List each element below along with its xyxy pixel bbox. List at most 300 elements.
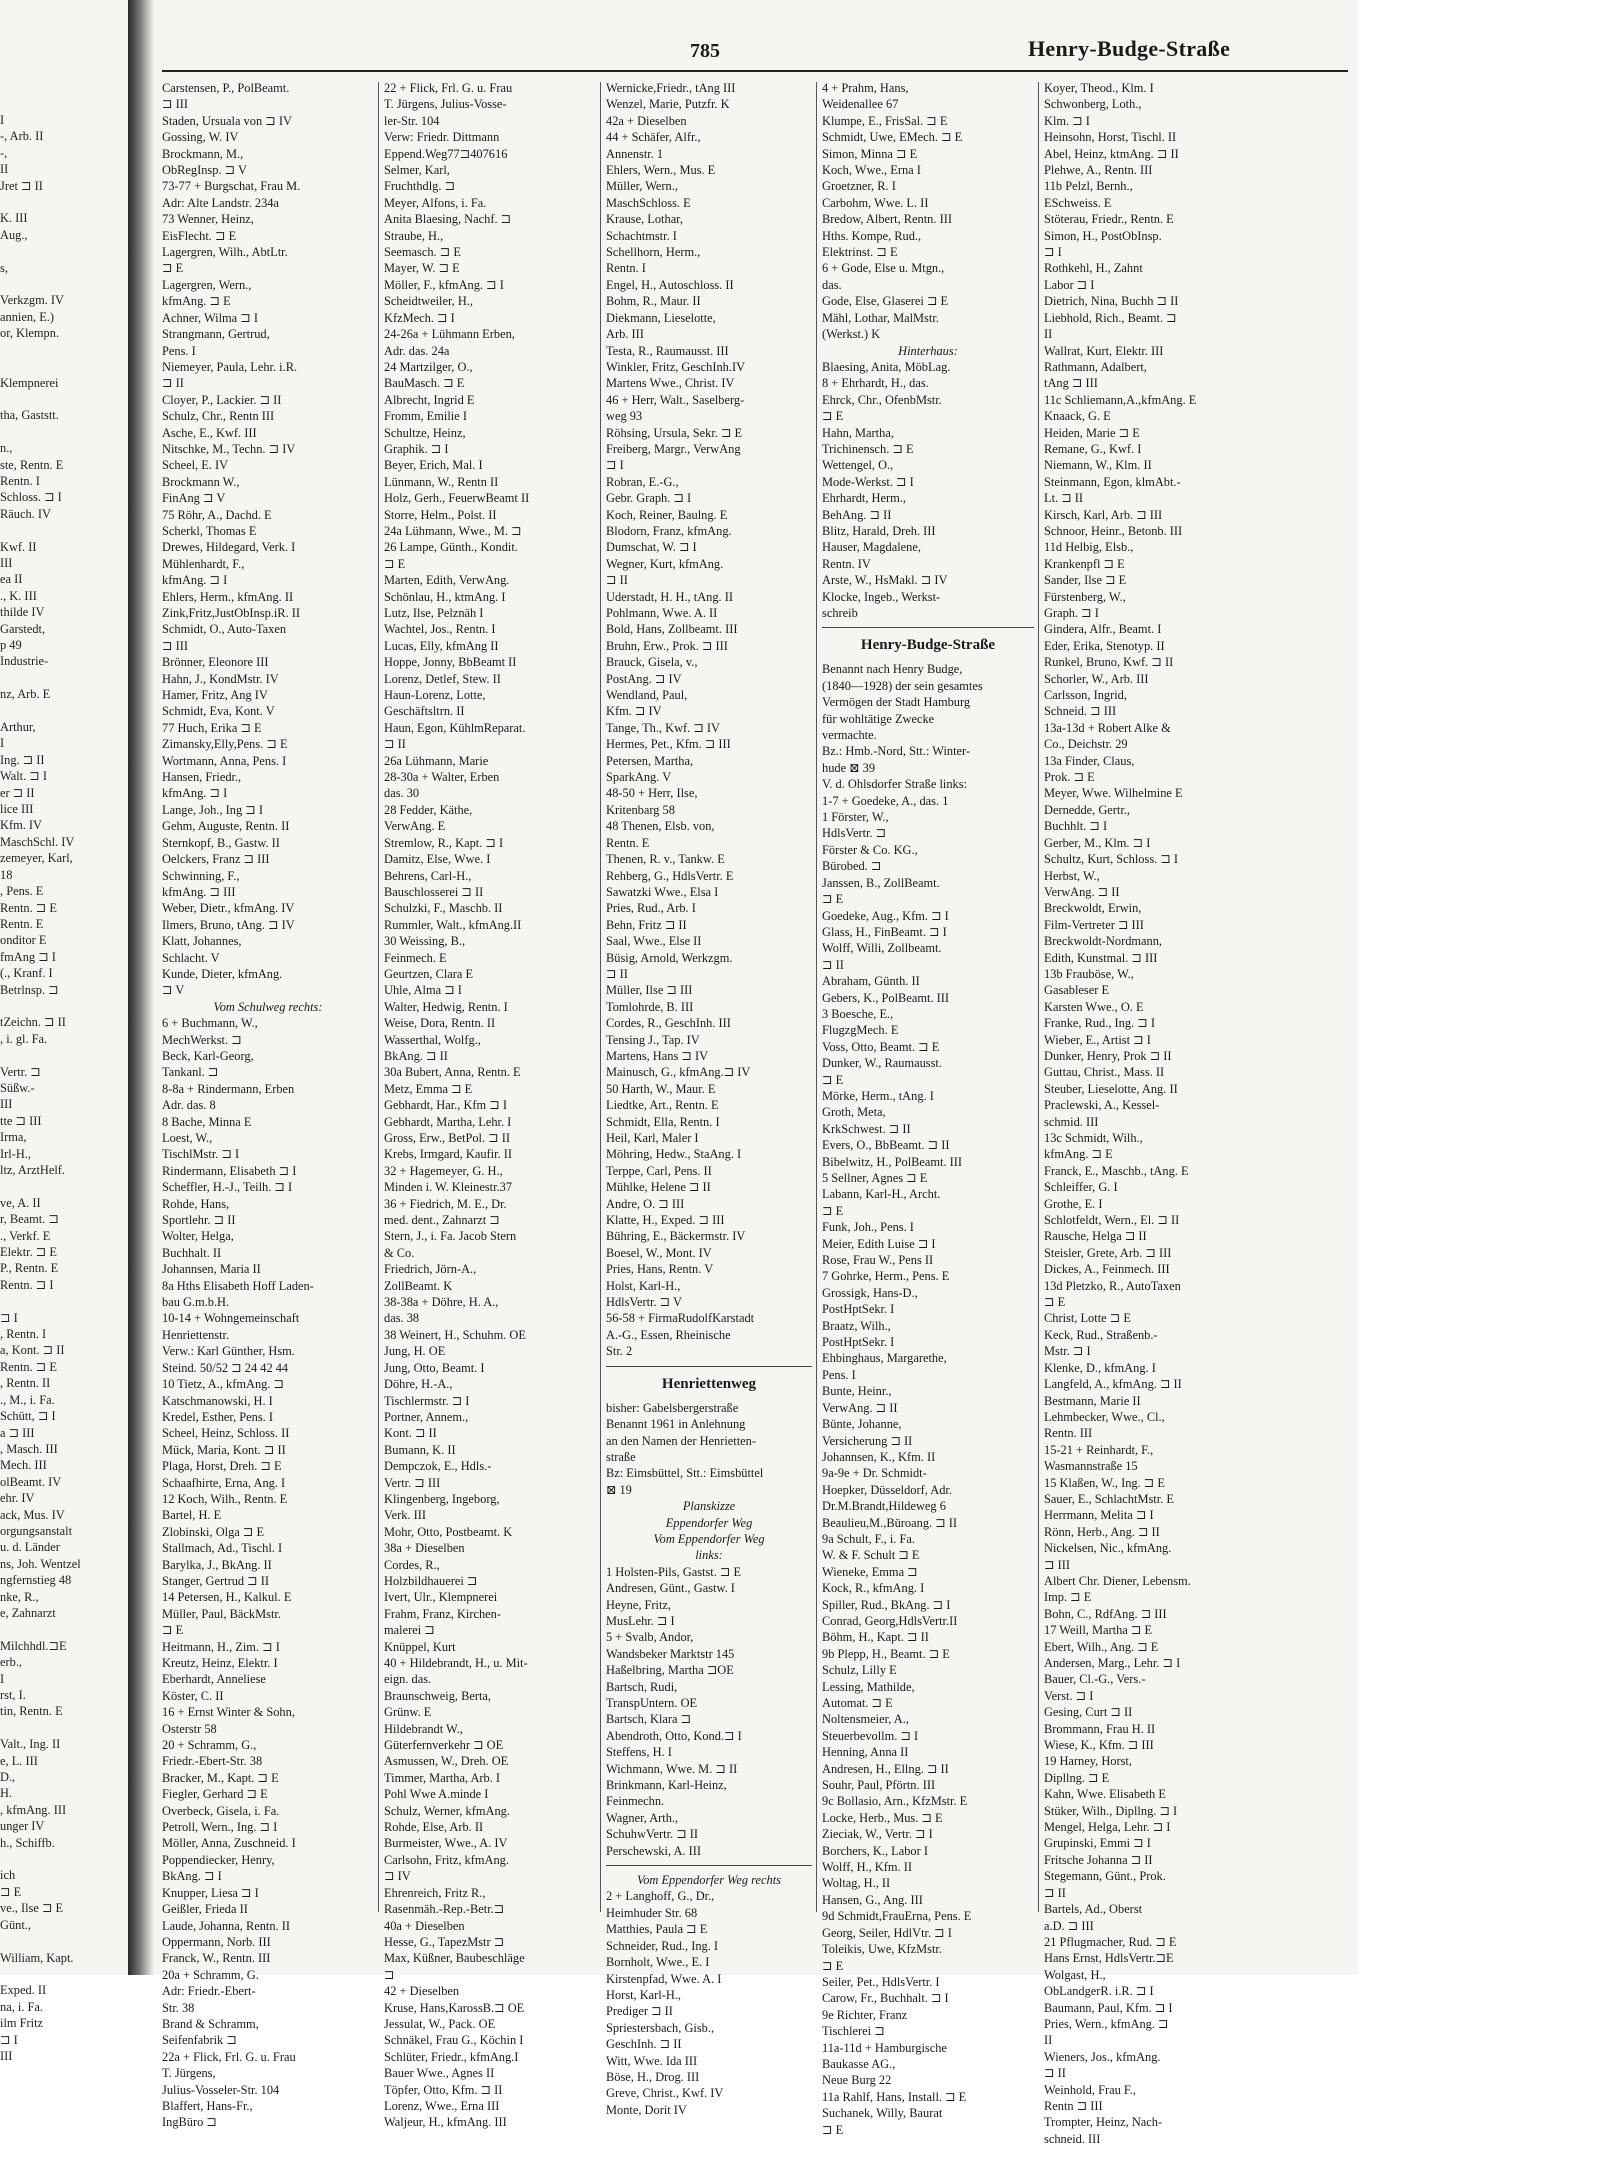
directory-entry: Ehbinghaus, Margarethe, (822, 1351, 947, 1366)
directory-entry: Gebhardt, Har., Kfm ⊐ I (384, 1098, 507, 1113)
directory-entry: 5 + Svalb, Andor, (606, 1630, 694, 1645)
directory-entry: Schneid. ⊐ III (1044, 704, 1117, 719)
directory-entry: 75 Röhr, A., Dachd. E (162, 507, 272, 522)
directory-entry: SchuhwVertr. ⊐ II (606, 1827, 699, 1842)
fragment-line: P., Rentn. E (0, 1261, 59, 1276)
directory-entry: Adr. das. 24a (384, 343, 450, 358)
directory-entry: MaschSchloss. E (606, 195, 691, 210)
directory-entry: 73 Wenner, Heinz, (162, 212, 254, 227)
directory-entry: Schneider, Rud., Ing. I (606, 1938, 719, 1953)
fragment-line (0, 1966, 128, 1982)
directory-entry: Weidenallee 67 (822, 97, 899, 112)
directory-entry: Pens. I (822, 1367, 856, 1382)
directory-entry: Carlsohn, Fritz, kfmAng. (384, 1852, 509, 1867)
fragment-line (0, 342, 128, 358)
directory-entry: ⊐ (384, 1967, 395, 1982)
directory-entry: Vermögen der Stadt Hamburg (822, 695, 971, 710)
directory-entry: ⊐ E (822, 1072, 844, 1087)
directory-entry: Kfm. ⊐ IV (606, 704, 662, 719)
directory-entry: ⊐ IV (384, 1869, 411, 1884)
fragment-line: I (0, 1671, 5, 1686)
fragment-line: Rentn. ⊐ E (0, 1359, 57, 1374)
directory-entry: Gebhardt, Martha, Lehr. I (384, 1114, 512, 1129)
directory-entry: BkAng. ⊐ I (162, 1869, 222, 1884)
directory-entry: Hans Ernst, HdlsVertr.⊐E (1044, 1951, 1174, 1966)
directory-entry: Pohl Wwe A.minde I (384, 1787, 489, 1802)
fragment-line: ngfernstieg 48 (0, 1573, 72, 1588)
directory-entry: Böhm, H., Kapt. ⊐ II (822, 1630, 929, 1645)
directory-entry: Bartels, Ad., Oberst (1044, 1902, 1143, 1917)
directory-entry: Horst, Karl-H., (606, 1987, 682, 2002)
directory-entry: ⊐ III (1044, 1557, 1070, 1572)
directory-entry: 17 Weill, Martha ⊐ E (1044, 1623, 1153, 1638)
directory-entry: ObRegInsp. ⊐ V (162, 163, 247, 178)
directory-entry: Mengel, Helga, Lehr. ⊐ I (1044, 1820, 1171, 1835)
directory-entry: ⊐ E (162, 1623, 184, 1638)
directory-entry: Heyne, Fritz, (606, 1597, 672, 1612)
fragment-line (0, 1933, 128, 1949)
directory-entry: Franck, E., Maschb., tAng. E (1044, 1163, 1189, 1178)
directory-entry: Möller, F., kfmAng. ⊐ I (384, 277, 504, 292)
directory-entry: Schmidt, Uwe, EMech. ⊐ E (822, 130, 963, 145)
directory-entry: 73-77 + Burgschat, Frau M. (162, 179, 301, 194)
directory-entry: Braunschweig, Berta, (384, 1688, 492, 1703)
fragment-line: nke, R., (0, 1589, 39, 1604)
directory-entry: Gindera, Alfr., Beamt. I (1044, 622, 1162, 637)
directory-entry: Beaulieu,M.,Büroang. ⊐ II (822, 1515, 958, 1530)
fragment-line: Betrlnsp. ⊐ (0, 982, 59, 997)
directory-entry: Steisler, Grete, Arb. ⊐ III (1044, 1245, 1172, 1260)
directory-entry: Güterfernverkehr ⊐ OE (384, 1738, 504, 1753)
directory-entry: V. d. Ohlsdorfer Straße links: (822, 777, 968, 792)
directory-entry: ⊐ II (1044, 1885, 1066, 1900)
fragment-line: Valt., Ing. II (0, 1737, 61, 1752)
directory-entry: Thenen, R. v., Tankw. E (606, 852, 725, 867)
directory-entry: Haun, Egon, KühlmReparat. (384, 720, 526, 735)
directory-entry: Bredow, Albert, Rentn. III (822, 212, 952, 227)
directory-entry: Holzbildhauerei ⊐ (384, 1573, 478, 1588)
directory-entry: Mähl, Lothar, MalMstr. (822, 310, 939, 325)
directory-entry: Film-Vertreter ⊐ III (1044, 917, 1144, 932)
fragment-line: Exped. II (0, 1983, 47, 1998)
fragment-line: Süßw.- (0, 1080, 35, 1095)
fragment-line: -, Arb. II (0, 129, 44, 144)
directory-entry: 2 + Langhoff, G., Dr., (606, 1889, 715, 1904)
directory-entry: Ehlers, Wern., Mus. E (606, 163, 716, 178)
fragment-line: n., (0, 441, 13, 456)
directory-entry: Hths. Kompe, Rud., (822, 228, 922, 243)
directory-entry: Stern, J., i. Fa. Jacob Stern (384, 1229, 517, 1244)
directory-entry: VerwAng. ⊐ II (1044, 884, 1120, 899)
directory-entry: Poppendiecker, Henry, (162, 1852, 275, 1867)
directory-entry: Mayer, W. ⊐ E (384, 261, 460, 276)
fragment-line: Irl-H., (0, 1146, 31, 1161)
fragment-line: , kfmAng. III (0, 1802, 67, 1817)
directory-entry: Krankenpfl ⊐ E (1044, 556, 1125, 571)
directory-entry: 13c Schmidt, Wilh., (1044, 1131, 1143, 1145)
directory-entry: Stegemann, Günt., Prok. (1044, 1869, 1166, 1884)
directory-entry: Klocke, Ingeb., Werkst- (822, 589, 941, 604)
directory-entry: Wolff, Willi, Zollbeamt. (822, 941, 942, 956)
directory-entry: II (1044, 327, 1053, 342)
directory-entry: Rentn ⊐ III (1044, 2098, 1103, 2113)
fragment-line: ⊐ E (0, 1884, 22, 1899)
directory-entry: Gasableser E (1044, 983, 1110, 998)
directory-entry: Steuerbevollm. ⊐ I (822, 1728, 919, 1743)
fragment-line: Verkzgm. IV (0, 293, 64, 308)
directory-entry: Plehwe, A., Rentn. III (1044, 163, 1153, 178)
directory-entry: Johannsen, Maria II (162, 1262, 261, 1277)
directory-entry: Breckwoldt-Nordmann, (1044, 934, 1163, 949)
directory-entry: Christ, Lotte ⊐ E (1044, 1311, 1131, 1326)
directory-entry: ⊐ E (384, 556, 406, 571)
directory-entry: Blodorn, Franz, kfmAng. (606, 523, 732, 538)
directory-entry: ⊐ III (162, 638, 188, 653)
fragment-line: ea II (0, 572, 23, 587)
fragment-line: ack, Mus. IV (0, 1507, 65, 1522)
directory-entry: Henning, Anna II (822, 1745, 909, 1760)
directory-entry: Haun-Lorenz, Lotte, (384, 688, 486, 703)
directory-entry: Dipllng. ⊐ E (1044, 1770, 1110, 1785)
directory-entry: Schulz, Chr., Rentn III (162, 409, 275, 424)
running-head: Henry-Budge-Straße (1028, 36, 1231, 61)
directory-entry: Burmeister, Wwe., A. IV (384, 1836, 508, 1851)
directory-entry: Bühring, E., Bäckermstr. IV (606, 1229, 746, 1244)
directory-entry: Pens. I (162, 343, 196, 358)
fragment-line (0, 1851, 128, 1867)
directory-entry: W. & F. Schult ⊐ E (822, 1548, 920, 1563)
directory-entry: Schlacht. V (162, 950, 220, 965)
directory-entry: Uderstadt, H. H., tAng. II (606, 589, 733, 604)
directory-entry: Lt. ⊐ II (1044, 491, 1084, 506)
fragment-line: , i. gl. Fa. (0, 1031, 48, 1046)
directory-entry: Voss, Otto, Beamt. ⊐ E (822, 1039, 940, 1054)
directory-entry: Beyer, Erich, Mal. I (384, 458, 483, 473)
directory-entry: Heinsohn, Horst, Tischl. II (1044, 130, 1177, 145)
directory-entry: Brand & Schramm, (162, 2016, 259, 2031)
directory-entry: KfzMech. ⊐ I (384, 310, 455, 325)
directory-entry: Loest, W., (162, 1131, 213, 1145)
directory-entry: Wolgast, H., (1044, 1967, 1106, 1982)
directory-entry: Wasmannstraße 15 (1044, 1459, 1138, 1474)
directory-entry: Fürstenberg, W., (1044, 589, 1126, 604)
fragment-line: p 49 (0, 638, 22, 652)
fragment-line: , Pens. E (0, 884, 44, 899)
directory-entry: Haßelbring, Martha ⊐OE (606, 1663, 734, 1678)
directory-entry: Sauer, E., SchlachtMstr. E (1044, 1491, 1174, 1506)
directory-entry: Borchers, K., Labor I (822, 1843, 928, 1858)
directory-entry: weg 93 (606, 409, 643, 424)
directory-entry: 28-30a + Walter, Erben (384, 770, 500, 785)
directory-entry: 6 + Gode, Else u. Mtgn., (822, 261, 945, 276)
fragment-line: ⊐ I (0, 2032, 18, 2047)
directory-entry: Franke, Rud., Ing. ⊐ I (1044, 1016, 1155, 1031)
directory-entry: Wachtel, Jos., Rentn. I (384, 622, 496, 637)
directory-entry: Gebers, K., PolBeamt. III (822, 990, 949, 1005)
directory-entry: Mode-Werkst. ⊐ I (822, 474, 914, 489)
fragment-line: Irma, (0, 1130, 27, 1145)
directory-entry: Klenke, D., kfmAng. I (1044, 1360, 1156, 1375)
directory-entry: Buchhalt. II (162, 1245, 222, 1260)
directory-entry: TranspUntern. OE (606, 1696, 698, 1710)
column-rule (1038, 82, 1039, 1912)
directory-entry: Abel, Heinz, ktmAng. ⊐ II (1044, 146, 1179, 161)
fragment-line: Ing. ⊐ II (0, 752, 45, 767)
directory-entry: eign. das. (384, 1672, 432, 1687)
directory-entry: für wohltätige Zwecke (822, 711, 935, 726)
directory-entry: II (1044, 2033, 1053, 2048)
directory-entry: Bartsch, Klara ⊐ (606, 1712, 692, 1727)
directory-entry: Feinmech. E (384, 950, 447, 965)
section-rule (606, 1366, 812, 1367)
directory-entry: Seifenfabrik ⊐ (162, 2033, 237, 2048)
directory-entry: 77 Huch, Erika ⊐ E (162, 720, 262, 735)
directory-entry: 11a-11d + Hamburgische (822, 2040, 947, 2055)
directory-entry: Behrens, Carl-H., (384, 868, 472, 883)
header-rule (162, 70, 1348, 72)
directory-entry: Labor ⊐ I (1044, 277, 1095, 292)
directory-entry: Zieciak, W., Vertr. ⊐ I (822, 1827, 933, 1842)
directory-entry: Keck, Rud., Straßenb.- (1044, 1327, 1158, 1342)
directory-entry: Osterstr 58 (162, 1721, 217, 1736)
fragment-line: (., Kranf. I (0, 966, 53, 981)
directory-entry: Bornholt, Wwe., E. I (606, 1955, 710, 1970)
directory-entry: Adr: Alte Landstr. 234a (162, 195, 280, 210)
fragment-line: Garstedt, (0, 621, 46, 636)
directory-entry: Rentn. I (606, 261, 646, 276)
directory-entry: Verk. III (384, 1508, 426, 1523)
directory-entry: Holst, Karl-H., (606, 1278, 681, 1293)
directory-entry: Töpfer, Otto, Kfm. ⊐ II (384, 2082, 503, 2097)
directory-entry: Jung, Otto, Beamt. I (384, 1360, 485, 1375)
directory-entry: 8 + Ehrhardt, H., das. (822, 376, 929, 391)
directory-entry: Abendroth, Otto, Kond.⊐ I (606, 1728, 742, 1743)
directory-entry: ⊐ II (606, 573, 628, 588)
directory-entry: Trichinensch. ⊐ E (822, 441, 914, 456)
directory-entry: ⊐ II (822, 957, 844, 972)
column-rule (378, 82, 379, 1912)
column-4 (822, 80, 1034, 2137)
directory-entry: Gehm, Auguste, Rentn. II (162, 819, 290, 834)
directory-entry: straße (606, 1449, 636, 1464)
directory-entry: Wallrat, Kurt, Elektr. III (1044, 343, 1164, 358)
directory-entry: Winkler, Fritz, GeschInh.IV (606, 359, 746, 374)
directory-entry: Planskizze (682, 1499, 736, 1514)
directory-entry: EisFlecht. ⊐ E (162, 228, 237, 243)
directory-entry: 48 Thenen, Elsb. von, (606, 819, 715, 834)
directory-entry: Hahn, J., KondMstr. IV (162, 671, 279, 686)
directory-entry: 9a-9e + Dr. Schmidt- (822, 1466, 927, 1481)
directory-entry: Vertr. ⊐ III (384, 1475, 441, 1490)
directory-entry: Klatte, H., Exped. ⊐ III (606, 1213, 725, 1228)
directory-entry: ⊐ II (1044, 2066, 1066, 2081)
directory-entry: Rummler, Walt., kfmAng.II (384, 917, 522, 932)
directory-entry: Koch, Reiner, Baulng. E (606, 507, 728, 522)
directory-entry: Oppermann, Norb. III (162, 1934, 271, 1949)
directory-entry: 24a Lühmann, Wwe., M. ⊐ (384, 523, 522, 538)
directory-entry: Schaafhirte, Erna, Ang. I (162, 1475, 286, 1490)
directory-entry: Drewes, Hildegard, Verk. I (162, 540, 296, 555)
directory-entry: Baumann, Paul, Kfm. ⊐ I (1044, 2000, 1173, 2015)
directory-entry: Cloyer, P., Lackier. ⊐ II (162, 392, 282, 407)
directory-entry: Janssen, B., ZollBeamt. (822, 875, 940, 890)
directory-entry: Schwinning, F., (162, 868, 240, 883)
directory-entry: Sander, Ilse ⊐ E (1044, 573, 1127, 588)
directory-entry: Lorenz, Detlef, Stew. II (384, 671, 501, 686)
directory-entry: Bz: Eimsbüttel, Stt.: Eimsbüttel (606, 1466, 764, 1481)
directory-entry: Versicherung ⊐ II (822, 1433, 913, 1448)
directory-entry: Adr: Friedr.-Ebert- (162, 1984, 256, 1999)
directory-entry: 40 + Hildebrandt, H., u. Mit- (384, 1656, 528, 1670)
directory-entry: Arb. III (606, 327, 644, 342)
directory-entry: 40a + Dieselben (384, 1918, 465, 1933)
directory-entry: Dernedde, Gertr., (1044, 802, 1131, 817)
directory-entry: Lutz, Ilse, Pelznäh I (384, 606, 484, 620)
directory-entry: Kunde, Dieter, kfmAng. (162, 966, 283, 981)
directory-entry: Weber, Dietr., kfmAng. IV (162, 901, 295, 916)
directory-entry: Braatz, Wilh., (822, 1318, 891, 1333)
directory-entry: Schmidt, Ella, Rentn. I (606, 1114, 720, 1129)
directory-entry: Co., Deichstr. 29 (1044, 737, 1128, 752)
directory-entry: Edith, Kunstmal. ⊐ III (1044, 950, 1158, 965)
fragment-line (0, 1293, 128, 1309)
directory-entry: das. 38 (384, 1311, 420, 1326)
directory-entry: Nickelsen, Nic., kfmAng. (1044, 1541, 1172, 1556)
directory-entry: Mühlke, Helene ⊐ II (606, 1180, 711, 1195)
directory-entry: Bauschlosserei ⊐ II (384, 884, 484, 899)
directory-entry: Bürobed. ⊐ (822, 859, 882, 874)
directory-entry: Stüker, Wilh., Dipllng. ⊐ I (1044, 1803, 1178, 1818)
directory-entry: hude ⊠ 39 (822, 760, 876, 775)
fragment-line: s, (0, 260, 8, 275)
directory-entry: Dunker, Henry, Prok ⊐ II (1044, 1048, 1172, 1063)
directory-entry: Klingenberg, Ingeborg, (384, 1491, 500, 1506)
directory-entry: Bauer Wwe., Agnes II (384, 2066, 495, 2081)
directory-entry: Andresen, H., Ellng. ⊐ II (822, 1761, 949, 1776)
directory-entry: kfmAng. ⊐ I (162, 573, 228, 588)
directory-entry: tAng ⊐ III (1044, 376, 1098, 391)
directory-entry: Str. 38 (162, 2000, 195, 2015)
directory-entry: Engel, H., Autoschloss. II (606, 277, 734, 292)
directory-entry: Bracker, M., Kapt. ⊐ E (162, 1770, 279, 1785)
directory-entry: Strangmann, Gertrud, (162, 327, 270, 342)
directory-entry: Brockmann W., (162, 474, 240, 489)
directory-entry: Bünte, Johanne, (822, 1417, 902, 1432)
directory-entry: Eberhardt, Anneliese (162, 1672, 266, 1687)
directory-entry: Meyer, Wwe. Wilhelmine E (1044, 786, 1183, 801)
directory-entry: 11d Helbig, Elsb., (1044, 540, 1134, 555)
fragment-line: h., Schiffb. (0, 1835, 55, 1850)
directory-entry: Dr.M.Brandt,Hildeweg 6 (822, 1499, 946, 1514)
directory-entry: Prok. ⊐ E (1044, 770, 1095, 785)
directory-entry: VerwAng. E (384, 819, 446, 834)
directory-entry: 10-14 + Wohngemeinschaft (162, 1311, 300, 1326)
directory-entry: Carlsson, Ingrid, (1044, 688, 1127, 703)
directory-entry: Rentn. IV (822, 556, 871, 571)
directory-entry: Groth, Meta, (822, 1105, 886, 1120)
directory-entry: Georg, Seiler, HdlVtr. ⊐ I (822, 1925, 952, 1940)
directory-entry: ZollBeamt. K (384, 1278, 453, 1293)
directory-entry: T. Jürgens, (162, 2066, 216, 2081)
fragment-line (0, 522, 128, 538)
directory-entry: Gode, Else, Glaserei ⊐ E (822, 294, 949, 309)
directory-entry: Lagergren, Wilh., AbtLtr. (162, 245, 288, 260)
directory-entry: links: (695, 1548, 723, 1563)
directory-entry: Robran, E.-G., (606, 474, 679, 489)
directory-entry: 9d Schmidt,FrauErna, Pens. E (822, 1909, 972, 1924)
fragment-line: I (0, 113, 5, 127)
directory-entry: 22a + Flick, Frl. G. u. Frau (162, 2049, 296, 2064)
directory-entry: Bz.: Hmb.-Nord, Stt.: Winter- (822, 744, 971, 759)
fragment-line (0, 276, 128, 292)
directory-entry: Katschmanowski, H. I (162, 1393, 273, 1408)
directory-entry: Wichmann, Wwe. M. ⊐ II (606, 1761, 738, 1776)
directory-entry: Fritsche Johanna ⊐ II (1044, 1852, 1153, 1867)
directory-entry: BkAng. ⊐ II (384, 1048, 448, 1063)
directory-entry: Tensing J., Tap. IV (606, 1032, 700, 1047)
directory-entry: Geißler, Frieda II (162, 1902, 248, 1917)
directory-entry: Heil, Karl, Maler I (606, 1131, 699, 1145)
directory-entry: Knaack, G. E (1044, 409, 1111, 424)
directory-entry: Köster, C. II (162, 1688, 224, 1703)
fragment-line: III (0, 1097, 13, 1112)
directory-entry: Krause, Lothar, (606, 212, 683, 227)
directory-entry: PostHptSekr. I (822, 1302, 895, 1317)
directory-entry: Schultz, Kurt, Schloss. ⊐ I (1044, 852, 1179, 867)
fragment-line: Walt. ⊐ I (0, 769, 47, 784)
directory-entry: Meyer, Alfons, i. Fa. (384, 195, 487, 210)
directory-entry: Vom Eppendorfer Weg rechts (637, 1873, 781, 1888)
fragment-line: Rentn. ⊐ E (0, 900, 57, 915)
directory-entry: 26 Lampe, Günth., Kondit. (384, 540, 518, 555)
directory-entry: Steffens, H. I (606, 1745, 672, 1760)
fragment-line (0, 1621, 128, 1637)
directory-entry: Damitz, Else, Wwe. I (384, 852, 491, 867)
directory-entry: Spriestersbach, Gisb., (606, 2020, 715, 2035)
directory-entry: Rönn, Herb., Ang. ⊐ II (1044, 1524, 1160, 1539)
fragment-line (0, 1720, 128, 1736)
directory-entry: vermachte. (822, 728, 877, 743)
directory-entry: 30a Bubert, Anna, Rentn. E (384, 1065, 521, 1080)
directory-entry: Scheffler, H.-J., Teilh. ⊐ I (162, 1180, 293, 1195)
directory-entry: Wolff, H., Kfm. II (822, 1860, 912, 1875)
directory-entry: IngBüro ⊐ (162, 2115, 217, 2130)
directory-entry: ⊐ E (822, 2122, 844, 2137)
fragment-line: fmAng ⊐ I (0, 949, 56, 964)
directory-entry: Schlotfeldt, Wern., El. ⊐ II (1044, 1213, 1180, 1228)
directory-entry: Geurtzen, Clara E (384, 966, 474, 981)
directory-entry: Pries, Rud., Arb. I (606, 901, 696, 916)
directory-entry: Kock, R., kfmAng. I (822, 1581, 925, 1596)
directory-entry: Oelckers, Franz ⊐ III (162, 852, 270, 867)
fragment-line: or, Klempn. (0, 326, 60, 341)
fragment-line: I (0, 736, 5, 751)
directory-entry: Eppend.Weg77⊐407616 (384, 146, 508, 161)
directory-entry: Benannt nach Henry Budge, (822, 662, 963, 677)
directory-entry: Cordes, R., (384, 1557, 440, 1572)
fragment-line: ve, A. II (0, 1195, 41, 1210)
directory-entry: TischlMstr. ⊐ I (162, 1147, 240, 1162)
directory-entry: Hansen, Friedr., (162, 770, 242, 785)
directory-entry: Bauer, Cl.-G., Vers.- (1044, 1672, 1146, 1687)
column-2 (384, 80, 596, 2130)
directory-entry: Blitz, Harald, Dreh. III (822, 523, 936, 538)
directory-entry: Rentn. E (606, 835, 650, 850)
directory-entry: Liebhold, Rich., Beamt. ⊐ (1044, 310, 1177, 325)
fragment-line: nz, Arb. E (0, 687, 51, 702)
directory-entry: 1-7 + Goedeke, A., das. 1 (822, 793, 949, 808)
directory-entry: 11b Pelzl, Bernh., (1044, 179, 1133, 194)
